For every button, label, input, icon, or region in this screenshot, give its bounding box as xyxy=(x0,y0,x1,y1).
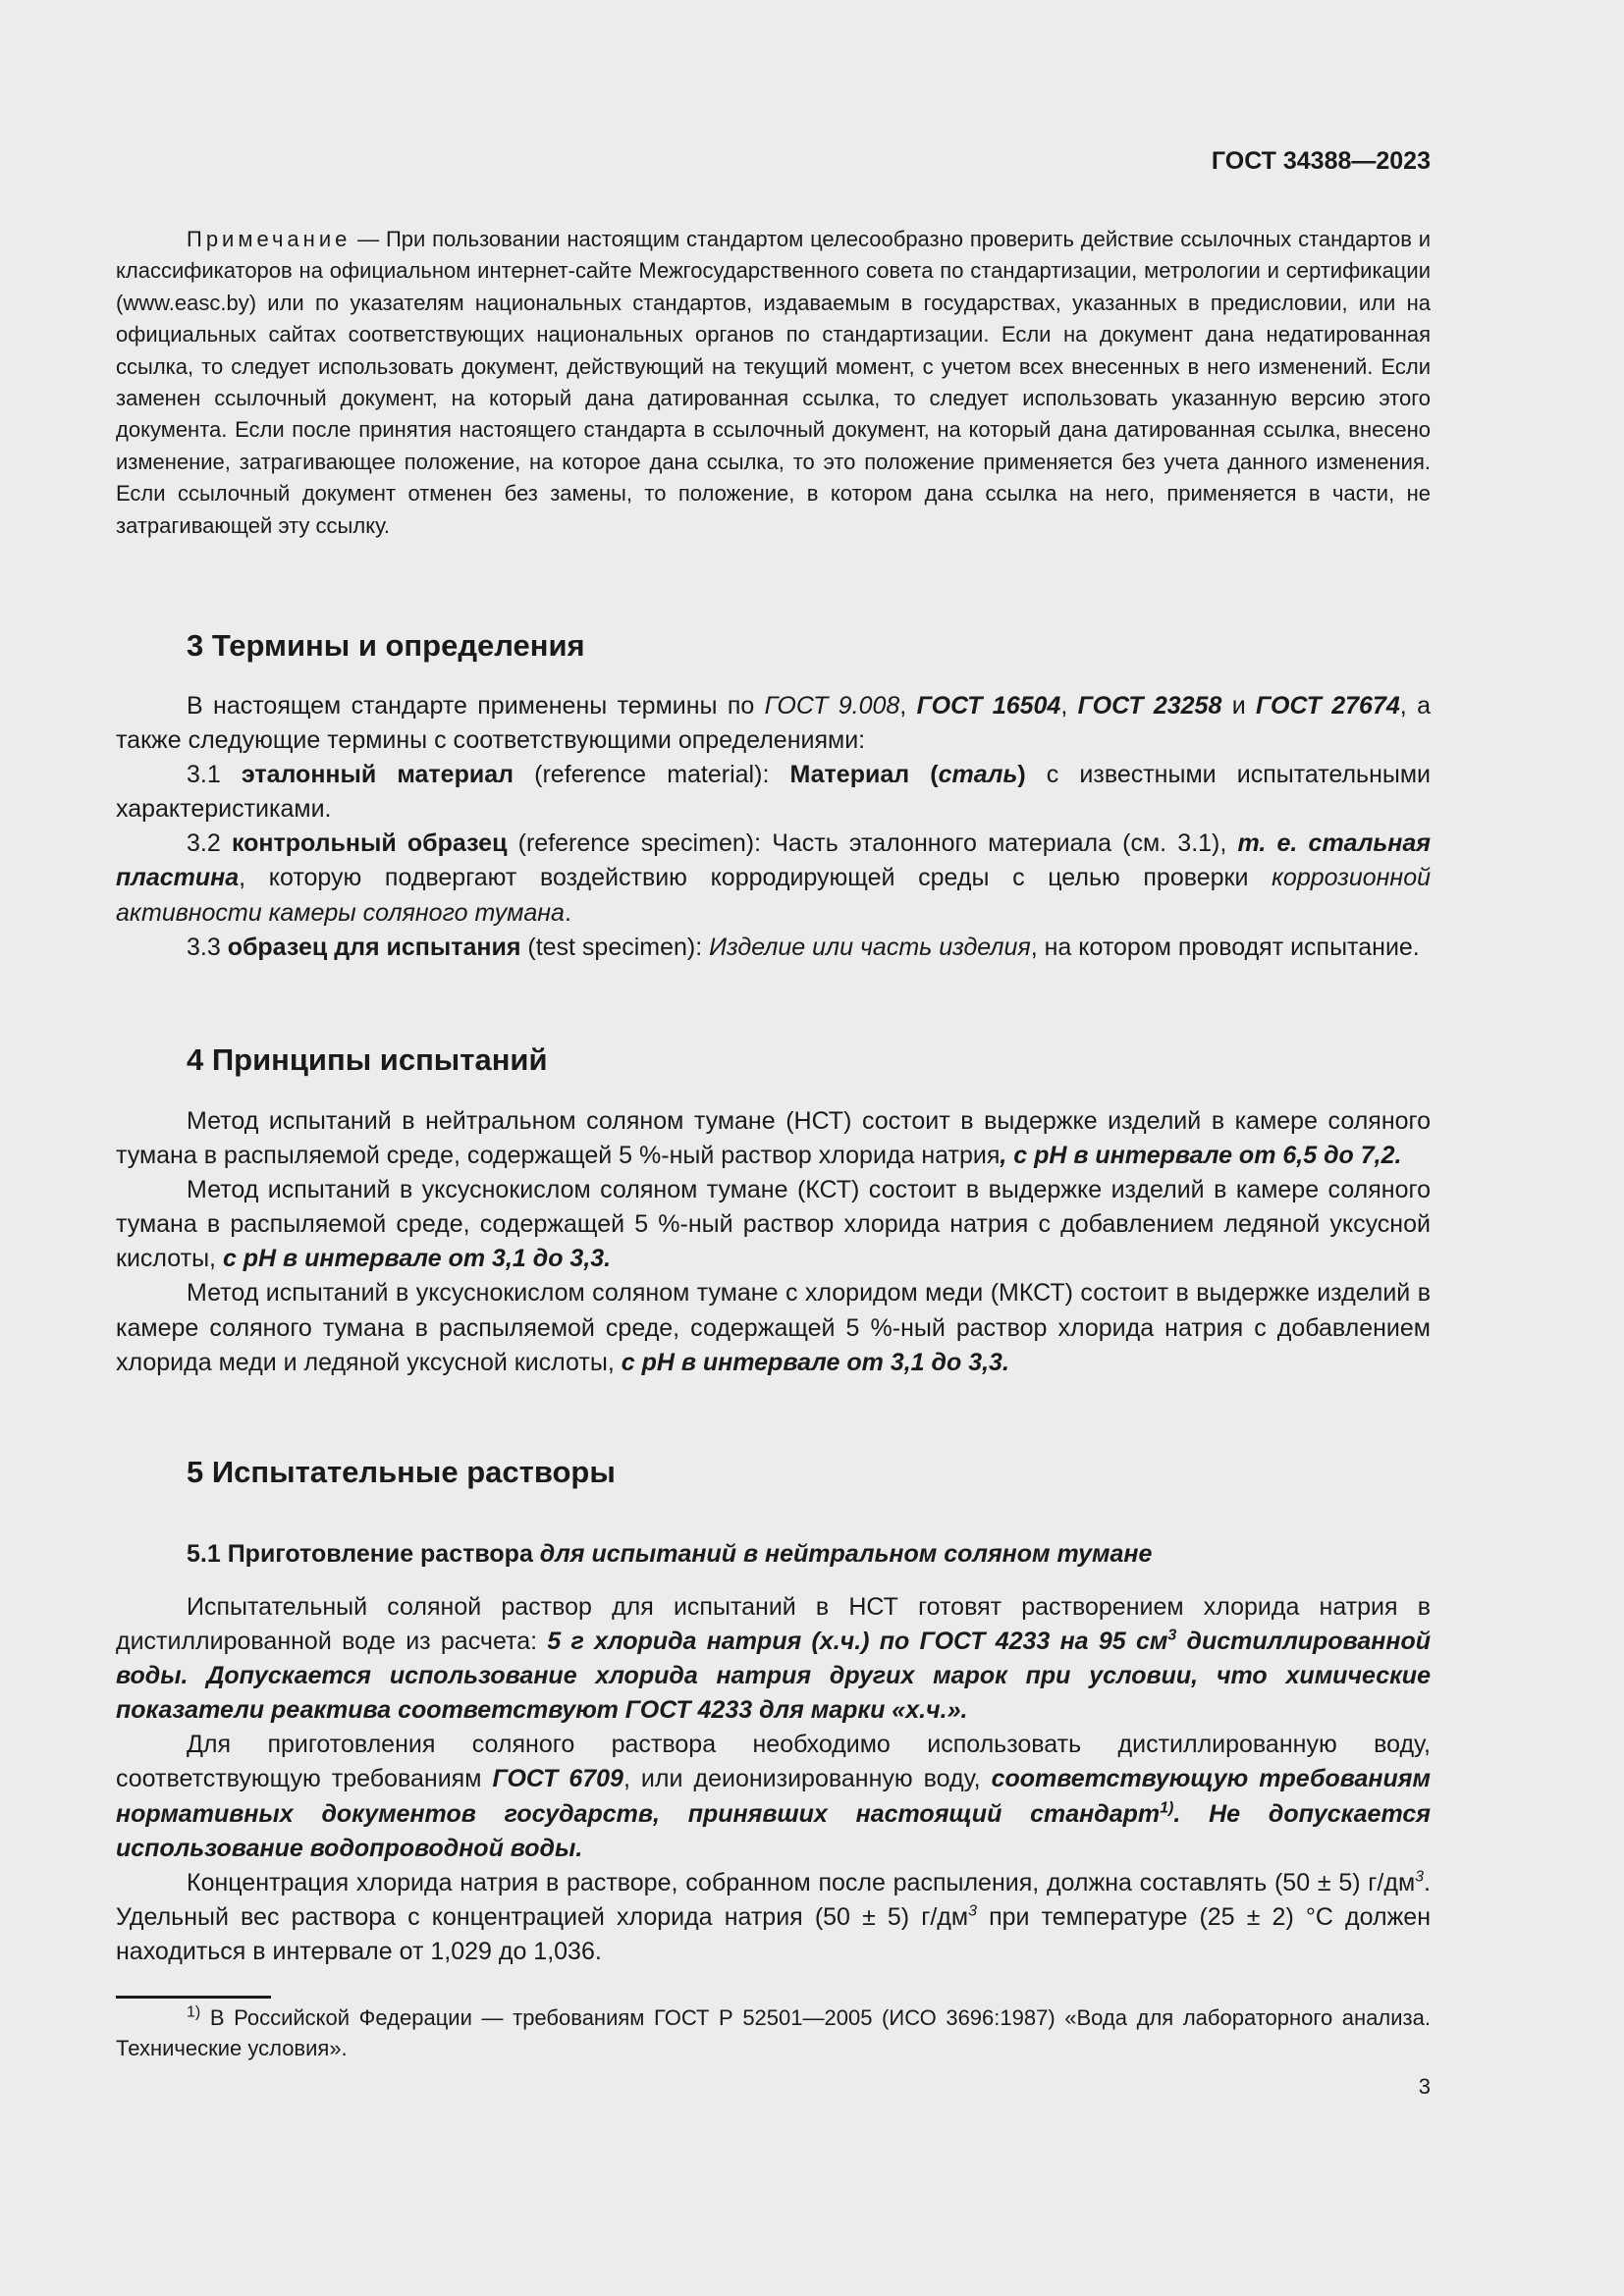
section-4-heading: 4 Принципы испытаний xyxy=(187,1042,548,1077)
text-run: с известными испытательными характеристиками. xyxy=(116,761,1432,824)
page-number: 3 xyxy=(1418,2074,1431,2099)
section-3-heading: 3 Термины и определения xyxy=(187,628,585,663)
ref-gost-6709: ГОСТ 6709 xyxy=(492,1765,623,1793)
superscript: 3 xyxy=(1415,1868,1425,1886)
ref-gost-9008: ГОСТ 9.008 xyxy=(764,692,900,720)
definition-term: эталонный материал xyxy=(241,761,514,789)
definition-3-2 xyxy=(116,827,1431,930)
footnote-text: В Российской Федерации — требованиям ГОСТ Р 52501—2005 (ИСО 3696:1987) «Вода для лабораторного анализа. Технические условия». xyxy=(116,2005,1431,2060)
definition-english: (reference specimen): Часть эталонного материала (см. 3.1), xyxy=(507,829,1238,858)
text-run: , с pH в интервале от 6,5 до 7,2. xyxy=(1000,1142,1402,1170)
text-run: при температуре (25 ± 2) °С должен находиться в интервале от 1,029 до 1,036. xyxy=(116,1902,1432,1965)
text-run: для испытаний в нейтральном соляном тумане xyxy=(539,1540,1153,1568)
ref-gost-23258: ГОСТ 23258 xyxy=(1077,692,1222,720)
text-run: , на котором проводят испытание. xyxy=(1030,933,1420,961)
document-id: ГОСТ 34388—2023 xyxy=(1211,147,1431,175)
principle-kst xyxy=(116,1173,1431,1276)
superscript: 3 xyxy=(1167,1627,1177,1644)
text-run: . xyxy=(564,898,571,927)
definition-3-3 xyxy=(116,931,1431,965)
text-run: , xyxy=(1060,692,1078,720)
text-run: и xyxy=(1221,692,1257,720)
text-run: сталь xyxy=(938,761,1018,789)
section-3-body xyxy=(116,689,1431,965)
definition-term: контрольный образец xyxy=(231,829,508,858)
text-run: Метод испытаний в нейтральном соляном тумане (НСТ) состоит в выдержке изделий в камере соляного тумана в распыляемой среде, содержащей 5 %-ный раствор хлорида натрия xyxy=(116,1107,1431,1170)
footnote xyxy=(116,2002,1431,2063)
definition-number: 3.3 xyxy=(187,933,228,961)
water-requirements xyxy=(116,1728,1431,1865)
footnote-mark: 1) xyxy=(187,2003,201,2021)
concentration xyxy=(116,1866,1431,1969)
text-run: коррозионной активности камеры соляного тумана xyxy=(116,864,1431,927)
definition-number: 3.1 xyxy=(187,761,242,789)
text-run: 5 г хлорида натрия (х.ч.) по ГОСТ 4233 на 95 см xyxy=(547,1628,1168,1656)
text-run: . Удельный вес раствора с концентрацией хлорида натрия (50 ± 5) г/дм xyxy=(116,1868,1431,1931)
note-paragraph xyxy=(116,224,1431,542)
text-run: Испытательный соляной раствор для испытаний в НСТ готовят растворением хлорида натрия в дистиллированной воде из расчета: xyxy=(116,1593,1431,1656)
section-5-heading: 5 Испытательные растворы xyxy=(187,1455,616,1489)
text-run: , которую подвергают воздействию корродирующей среды с целью проверки xyxy=(239,864,1272,892)
definition-english: (test specimen): xyxy=(520,933,710,961)
text-run: ) xyxy=(1017,761,1026,789)
principle-nst xyxy=(116,1104,1431,1173)
text-run: с pH в интервале от 3,1 до 3,3. xyxy=(222,1245,612,1273)
section-5-body xyxy=(116,1590,1431,1969)
note-label: Примечание xyxy=(187,227,352,251)
text-run: . Не допускается использование водопроводной воды. xyxy=(116,1799,1431,1862)
note-text: — При пользовании настоящим стандартом целесообразно проверить действие ссылочных стандартов и классификаторов на официальном интернет-сайте Межгосударственного совета по стандартизации, метрологии и сертификации (www.easc.by) или по указателям национальных стандартов, издаваемым в государствах, указанных в предисловии, или на официальных сайтах соответствующих национальных органов по стандартизации. Если на документ дана недатированная ссылка, то следует использовать документ, действующий на текущий момент, с учетом всех внесенных в него изменений. Если заменен ссылочный документ, на который дана датированная ссылка, то следует использовать указанную версию этого документа. Если после принятия настоящего стандарта в ссылочный документ, на который дана датированная ссылка, внесено изменение, затрагивающее положение, на которое дана ссылка, то это положение применяется без учета данного изменения. Если ссылочный документ отменен без замены, то положение, в котором дана ссылка на него, применяется в части, не затрагивающей эту ссылку. xyxy=(116,227,1431,538)
footnote-ref[interactable]: 1) xyxy=(1160,1799,1174,1817)
text-run: , а также следующие термины с соответствующими определениями: xyxy=(116,692,1431,755)
text-run: Концентрация хлорида натрия в растворе, собранном после распыления, должна составлять (50 ± 5) г/дм xyxy=(187,1868,1416,1896)
principle-mkst xyxy=(116,1276,1431,1379)
text-run: соответствующую требованиям нормативных документов государств, принявших настоящий стандарт xyxy=(116,1765,1432,1828)
text-run: Материал ( xyxy=(789,761,939,789)
solution-preparation xyxy=(116,1590,1431,1728)
ref-gost-27674: ГОСТ 27674 xyxy=(1256,692,1400,720)
superscript: 3 xyxy=(968,1902,977,1920)
text-run: Изделие или часть изделия xyxy=(709,933,1031,961)
footnote-divider xyxy=(116,1996,271,1999)
text-run: Метод испытаний в уксуснокислом соляном тумане с хлоридом меди (МКСТ) состоит в выдержке изделий в камере соляного тумана в распыляемой среде, содержащей 5 %-ный раствор хлорида натрия с добавлением хлорида меди и ледяной уксусной кислоты, xyxy=(116,1279,1431,1376)
definition-term: образец для испытания xyxy=(227,933,521,961)
text-run: , или деионизированную воду, xyxy=(623,1765,992,1793)
text-run: дистиллированной воды. Допускается использование хлорида натрия других марок при условии, что химические показатели реактива соответствуют ГОСТ 4233 для марки «х.ч.». xyxy=(116,1628,1431,1725)
text-run: 5.1 Приготовление раствора xyxy=(187,1540,540,1568)
section-4-body xyxy=(116,1104,1431,1380)
ref-gost-16504: ГОСТ 16504 xyxy=(916,692,1061,720)
text-run: Для приготовления соляного раствора необходимо использовать дистиллированную воду, соответствующую требованиям xyxy=(116,1731,1431,1793)
terms-intro xyxy=(116,689,1431,758)
definition-english: (reference material): xyxy=(514,761,790,789)
text-run: В настоящем стандарте применены термины по xyxy=(187,692,765,720)
definition-3-1 xyxy=(116,758,1431,827)
definition-number: 3.2 xyxy=(187,829,232,858)
text-run: Метод испытаний в уксуснокислом соляном тумане (КСТ) состоит в выдержке изделий в камере соляного тумана в распыляемой среде, содержащей 5 %-ный раствор хлорида натрия с добавлением ледяной уксусной кислоты, xyxy=(116,1176,1431,1273)
text-run: с pH в интервале от 3,1 до 3,3. xyxy=(621,1348,1009,1376)
text-run: , xyxy=(899,692,917,720)
subsection-5-1-heading xyxy=(187,1540,1152,1569)
text-run: т. е. стальная пластина xyxy=(116,829,1432,892)
